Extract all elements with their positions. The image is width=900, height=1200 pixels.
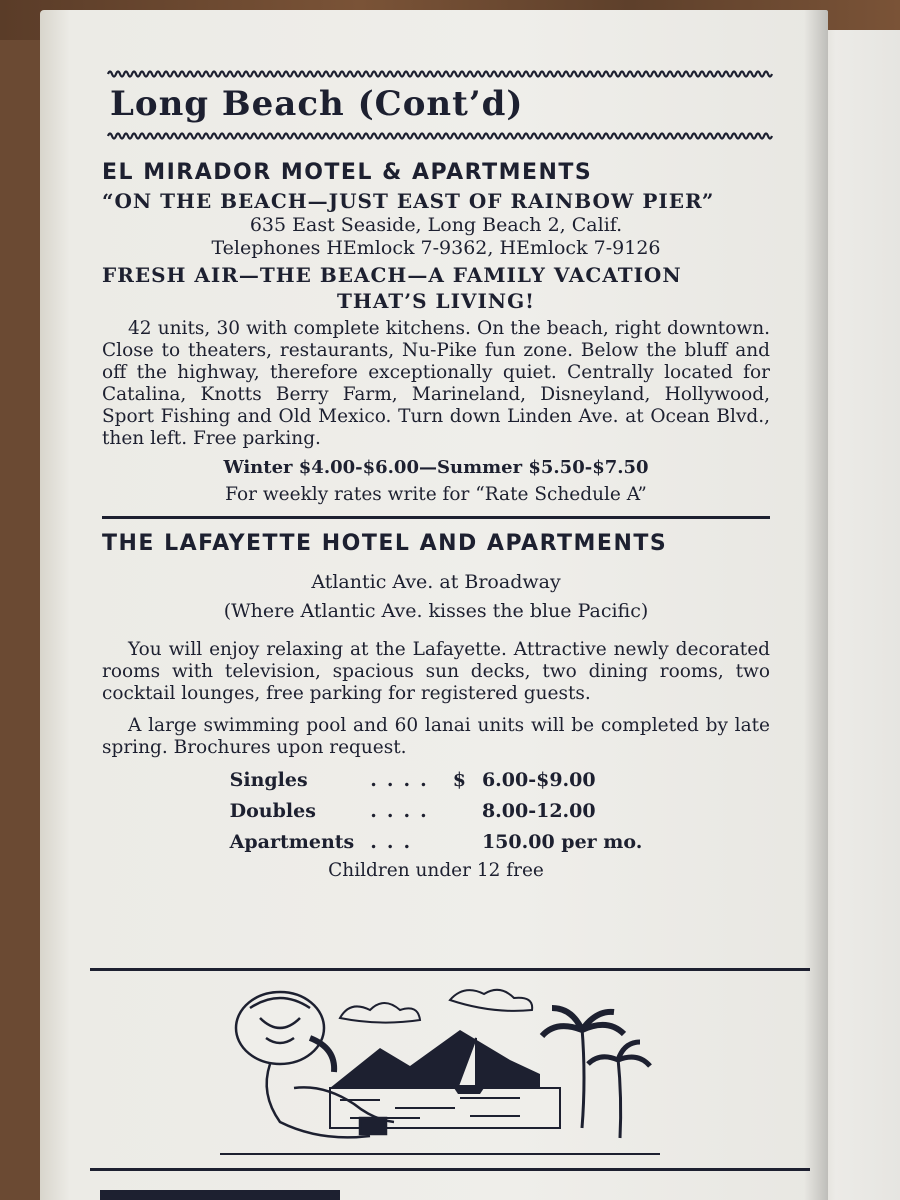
price-leader: .... bbox=[370, 800, 437, 822]
price-table bbox=[222, 765, 651, 858]
divider bbox=[102, 516, 770, 519]
price-currency: $ bbox=[452, 769, 466, 791]
listing-address: 635 East Seaside, Long Beach 2, Calif. bbox=[249, 214, 623, 236]
listing-headline: FRESH AIR—THE BEACH—A FAMILY VACATION bbox=[102, 263, 682, 287]
mountain-icon bbox=[330, 1030, 540, 1088]
price-currency bbox=[445, 796, 474, 827]
wavy-rule-bottom bbox=[108, 128, 768, 144]
listing-description: 42 units, 30 with complete kitchens. On the beach, right downtown. Close to theaters, restaurants, Nu-Pike fun zone. Below the bluff and off the highway, therefore exceptionally quiet. Centrally located for Catalina, Knotts Berry Farm, Marineland, Disneyland, Hollywood, Sport Fishing and Old Mexico. Turn down Linden Ave. at Ocean Blvd., then left. Free parking. bbox=[102, 318, 770, 449]
price-row bbox=[222, 827, 651, 858]
listing-lafayette bbox=[102, 529, 770, 884]
children-note: Children under 12 free bbox=[328, 860, 544, 881]
divider bbox=[90, 968, 810, 971]
listing-paragraph: A large swimming pool and 60 lanai units will be completed by late spring. Brochures upon request. bbox=[102, 715, 770, 758]
price-label: Apartments bbox=[229, 831, 355, 853]
listing-motto: “ON THE BEACH—JUST EAST OF RAINBOW PIER” bbox=[102, 189, 715, 213]
divider bbox=[90, 1168, 810, 1171]
price-value: 8.00-12.00 bbox=[481, 800, 596, 822]
cloud-icon bbox=[450, 990, 532, 1011]
next-listing-cut-off bbox=[100, 1190, 340, 1200]
listing-name: THE LAFAYETTE HOTEL AND APARTMENTS bbox=[102, 531, 668, 556]
listing-location: Atlantic Ave. at Broadway bbox=[311, 571, 561, 593]
section-title: Long Beach (Cont’d) bbox=[110, 84, 524, 124]
price-row bbox=[222, 765, 651, 796]
listing-headline-2: THAT’S LIVING! bbox=[337, 289, 535, 313]
price-leader: ... bbox=[370, 831, 421, 853]
listing-rates: Winter $4.00-$6.00—Summer $5.50-$7.50 bbox=[223, 457, 649, 478]
wavy-rule-top bbox=[108, 66, 768, 82]
price-label: Singles bbox=[229, 769, 308, 791]
price-label: Doubles bbox=[229, 800, 316, 822]
listing-phones: Telephones HEmlock 7-9362, HEmlock 7-9126 bbox=[211, 237, 661, 259]
booklet-page bbox=[40, 10, 828, 1200]
listing-el-mirador bbox=[102, 158, 770, 508]
page-gutter-shadow bbox=[804, 10, 828, 1200]
price-value: 6.00-$9.00 bbox=[481, 769, 596, 791]
cloud-icon bbox=[340, 1003, 420, 1023]
price-value: 150.00 per mo. bbox=[481, 831, 643, 853]
price-row bbox=[222, 796, 651, 827]
listing-weekly-note: For weekly rates write for “Rate Schedule A” bbox=[225, 484, 647, 505]
listing-paragraph: You will enjoy relaxing at the Lafayette. Attractive newly decorated rooms with television, spacious sun decks, two dining rooms, two cocktail lounges, free parking for registered guests. bbox=[102, 639, 770, 704]
beach-illustration bbox=[210, 978, 670, 1168]
price-currency bbox=[445, 827, 474, 858]
price-leader: .... bbox=[370, 769, 437, 791]
listings bbox=[102, 158, 770, 884]
listing-tagline: (Where Atlantic Ave. kisses the blue Pacific) bbox=[223, 600, 649, 622]
listing-name: EL MIRADOR MOTEL & APARTMENTS bbox=[102, 160, 593, 185]
